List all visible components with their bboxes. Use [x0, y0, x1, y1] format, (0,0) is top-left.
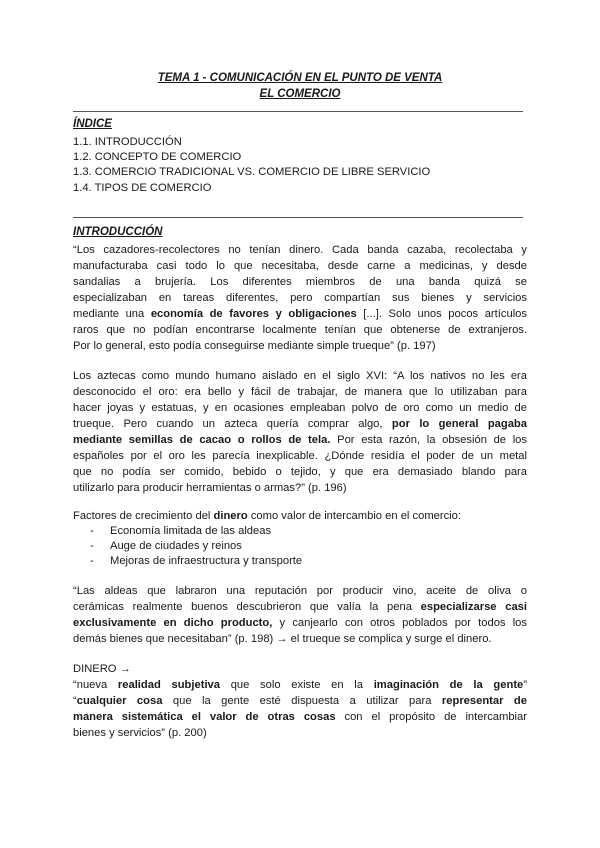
bold-phrase: dinero	[213, 510, 248, 522]
paragraph-line: españoles por el oro les parecía inexplicable. ¿Dónde residía el poder de un metal	[73, 450, 527, 462]
bold-phrase: economía de favores y obligaciones	[150, 308, 357, 320]
index-item: 1.1. INTRODUCCIÓN	[73, 136, 182, 148]
paragraph-line: utilizarlo para producir herramientas o armas?” (p. 196)	[73, 482, 347, 494]
paragraph-line: “cualquier cosa que la gente esté dispuesta a utilizar para representar de	[73, 695, 527, 707]
paragraph-line: mediante una economía de favores y obligaciones [...]. Solo unos pocos artículos	[73, 308, 527, 320]
paragraph-line: raros que no podían encontrarse localmente tenían que obtenerse de extranjeros.	[73, 324, 527, 336]
paragraph-line: manufacturaba casi todo lo que necesitaba, desde carne a medicinas, y desde	[73, 260, 527, 272]
paragraph-line: mediante semillas de cacao o rollos de tela. Por esta razón, la obsesión de los	[73, 434, 527, 446]
paragraph-line: exclusivamente en dicho producto, y canjearlo con otros poblados por todos los	[73, 617, 527, 629]
paragraph-line: desconocido el oro: era bello y fácil de trabajar, de manera que lo utilizaban para	[73, 386, 527, 398]
paragraph-line: que no podía ser comido, bebido o tejido, y que era demasiado blando para	[73, 466, 527, 478]
paragraph-line: trueque. Pero cuando un azteca quería comprar algo, por lo general pagaba	[73, 418, 527, 430]
paragraph-line: cerámicas realmente buenos descubrieron que valía la pena especializarse casi	[73, 601, 528, 613]
document-title: TEMA 1 - COMUNICACIÓN EN EL PUNTO DE VENTA	[157, 72, 443, 84]
bold-phrase: realidad subjetiva	[117, 679, 220, 691]
index-item: 1.3. COMERCIO TRADICIONAL VS. COMERCIO DE LIBRE SERVICIO	[73, 166, 431, 178]
paragraph-line: Por lo general, esto podía conseguirse mediante simple trueque” (p. 197)	[73, 340, 436, 352]
bold-phrase: cualquier cosa	[76, 695, 163, 707]
paragraph-line: bienes y servicios” (p. 200)	[73, 727, 207, 739]
divider	[73, 111, 523, 112]
bold-phrase: por lo general pagaba	[391, 418, 527, 430]
paragraph-line: Los aztecas como mundo humano aislado en el siglo XVI: “A los nativos no les era	[73, 370, 527, 382]
paragraph-line: Factores de crecimiento del dinero como valor de intercambio en el comercio:	[73, 510, 461, 522]
bold-phrase: representar de	[441, 695, 527, 707]
index-heading: ÍNDICE	[73, 118, 112, 130]
list-item: - Mejoras de infraestructura y transporte	[90, 555, 303, 567]
paragraph-line: “Los cazadores-recolectores no tenían dinero. Cada banda cazaba, recolectaba y	[73, 244, 527, 256]
bold-phrase: imaginación de la gente	[373, 679, 524, 691]
paragraph-line: manera sistemática el valor de otras cosas con el propósito de intercambiar	[73, 711, 527, 723]
paragraph-line: hacer joyas y estatuas, y en ocasiones empleaban polvo de oro como un medio de	[73, 402, 527, 414]
bold-phrase: exclusivamente en dicho producto,	[73, 617, 273, 629]
bold-phrase: mediante semillas de cacao o rollos de tela.	[73, 434, 331, 446]
paragraph-line: especializaban en tareas diferentes, pero compartían sus bienes y servicios	[73, 292, 527, 304]
index-item: 1.4. TIPOS DE COMERCIO	[73, 182, 212, 194]
bold-phrase: especializarse casi	[420, 601, 528, 613]
paragraph-line: sandalias a brujería. Los diferentes miembros de una banda quizá se	[73, 276, 527, 288]
intro-heading: INTRODUCCIÓN	[73, 226, 163, 238]
paragraph-line: “Las aldeas que labraron una reputación por producir vino, aceite de oliva o	[73, 585, 527, 597]
list-item: - Economía limitada de las aldeas	[90, 525, 272, 537]
paragraph-line: demás bienes que necesitaban” (p. 198) → el trueque se complica y surge el dinero.	[73, 633, 492, 645]
list-item: - Auge de ciudades y reinos	[90, 540, 242, 552]
document-subtitle: EL COMERCIO	[259, 88, 341, 100]
divider	[73, 217, 523, 218]
paragraph-line: DINERO →	[73, 663, 131, 675]
index-item: 1.2. CONCEPTO DE COMERCIO	[73, 151, 242, 163]
paragraph-line: “nueva realidad subjetiva que solo existe en la imaginación de la gente”	[73, 679, 527, 691]
bold-phrase: manera sistemática el valor de otras cosas	[73, 711, 336, 723]
